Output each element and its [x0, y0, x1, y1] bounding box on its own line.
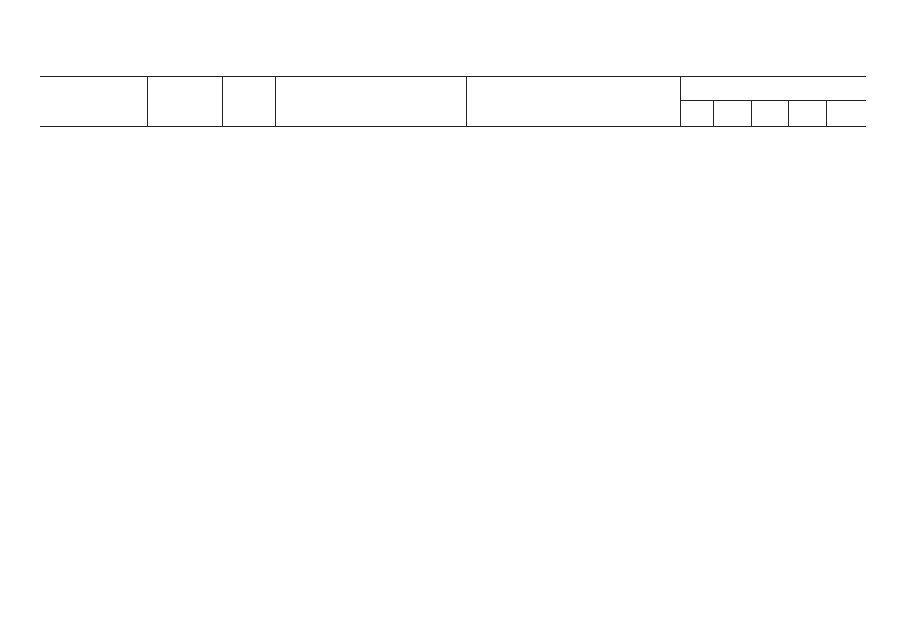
col-divider — [751, 100, 752, 126]
barcode-image — [640, 587, 870, 615]
col-divider — [713, 100, 714, 126]
col-divider — [275, 76, 276, 126]
col-divider — [680, 76, 681, 126]
col-divider — [222, 76, 223, 126]
col-divider — [788, 100, 789, 126]
col-divider — [466, 76, 467, 126]
col-divider — [826, 100, 827, 126]
col-divider — [147, 76, 148, 126]
header-bottom-border — [40, 126, 866, 127]
years-divider — [680, 100, 866, 101]
header-top-border — [40, 76, 866, 77]
